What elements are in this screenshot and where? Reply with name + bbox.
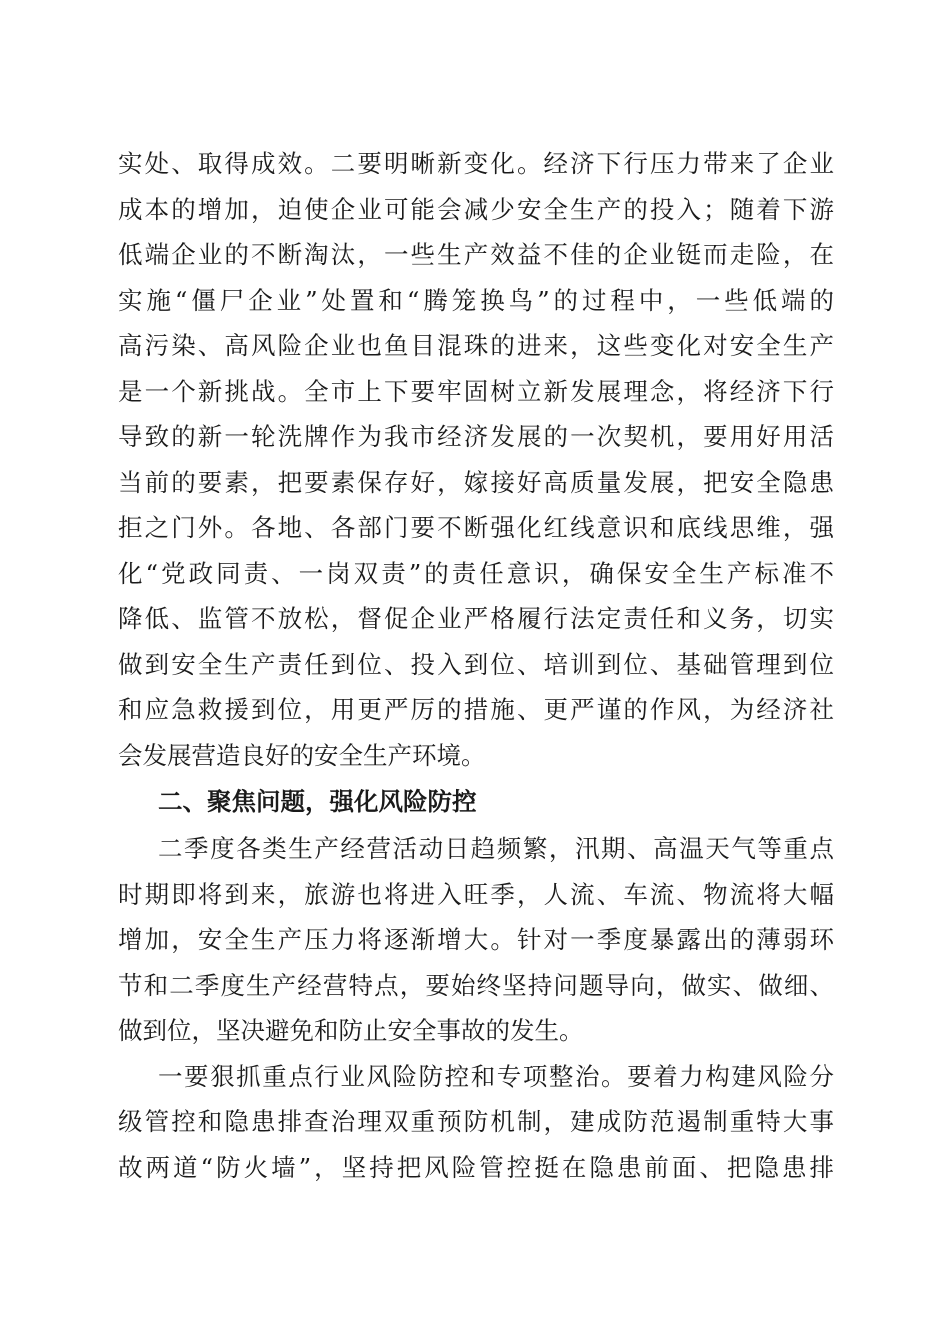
paragraph-line: 级管控和隐患排查治理双重预防机制，建成防范遏制重特大事 [118, 1107, 834, 1136]
paragraph-line: 节和二季度生产经营特点，要始终坚持问题导向，做实、做细、 [118, 970, 834, 1000]
paragraph-3 [118, 1054, 834, 1191]
paragraph-line: 降低、监管不放松，督促企业严格履行法定责任和义务，切实 [118, 604, 834, 633]
paragraph-line: 时期即将到来，旅游也将进入旺季，人流、车流、物流将大幅 [118, 879, 834, 909]
paragraph-line: 做到安全生产责任到位、投入到位、培训到位、基础管理到位 [118, 649, 834, 679]
paragraph-line: 一要狠抓重点行业风险防控和专项整治。要着力构建风险分 [158, 1061, 834, 1091]
paragraph-line: 实施“僵尸企业”处置和“腾笼换鸟”的过程中，一些低端的 [118, 285, 834, 315]
paragraph-line: 低端企业的不断淘汰，一些生产效益不佳的企业铤而走险，在 [118, 240, 834, 269]
paragraph-line: 化“党政同责、一岗双责”的责任意识，确保安全生产标准不 [118, 558, 834, 588]
paragraph-line: 实处、取得成效。二要明晰新变化。经济下行压力带来了企业 [118, 149, 834, 178]
paragraph-1 [118, 141, 834, 778]
paragraph-line: 高污染、高风险企业也鱼目混珠的进来，这些变化对安全生产 [118, 331, 834, 360]
paragraph-line: 是一个新挑战。全市上下要牢固树立新发展理念，将经济下行 [118, 376, 834, 406]
paragraph-line: 做到位，坚决避免和防止安全事故的发生。 [118, 1016, 584, 1045]
paragraph-line: 会发展营造良好的安全生产环境。 [118, 740, 486, 770]
paragraph-line: 拒之门外。各地、各部门要不断强化红线意识和底线思维，强 [118, 513, 834, 542]
paragraph-line: 二季度各类生产经营活动日趋频繁，汛期、高温天气等重点 [158, 834, 834, 863]
paragraph-2 [118, 826, 834, 1054]
paragraph-line: 导致的新一轮洗牌作为我市经济发展的一次契机，要用好用活 [118, 422, 834, 451]
document-body [118, 141, 834, 1190]
paragraph-line: 和应急救援到位，用更严厉的措施、更严谨的作风，为经济社 [118, 695, 834, 724]
paragraph-line: 故两道“防火墙”，坚持把风险管控挺在隐患前面、把隐患排 [118, 1152, 834, 1182]
paragraph-line: 增加，安全生产压力将逐渐增大。针对一季度暴露出的薄弱环 [118, 925, 834, 954]
section-heading: 二、聚焦问题，强化风险防控 [158, 787, 477, 816]
paragraph-line: 成本的增加，迫使企业可能会减少安全生产的投入；随着下游 [118, 194, 834, 224]
paragraph-line: 当前的要素，把要素保存好，嫁接好高质量发展，把安全隐患 [118, 467, 834, 497]
